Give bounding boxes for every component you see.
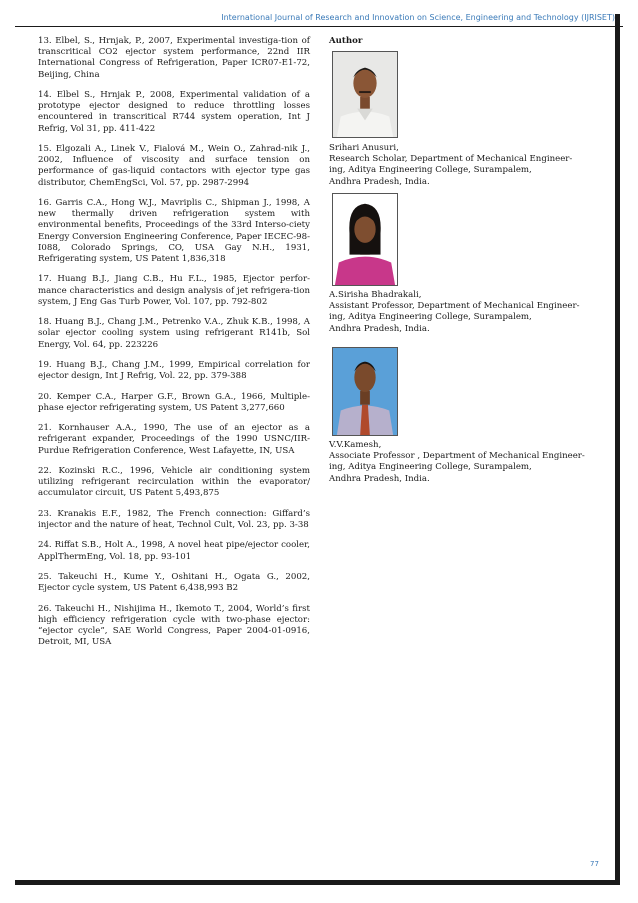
reference-item: 22. Kozinski R.C., 1996, Vehicle air conditioning system utilizing refrigerant recirculation within the evaporator/ accumulator circuit, US Patent 5,493,875 bbox=[38, 465, 310, 499]
reference-item: 23. Kranakis E.F., 1982, The French connection: Giffard’s injector and the nature of heat, Technol Cult, Vol. 23, pp. 3-38 bbox=[38, 508, 310, 530]
author-photo-1 bbox=[332, 51, 398, 138]
header-rule bbox=[15, 26, 623, 27]
reference-item: 13. Elbel, S., Hrnjak, P., 2007, Experimental investiga-tion of transcritical CO2 ejector system performance, 22nd IIR International Congress of Refrigeration, Paper ICR07-E1-72, Beijing, China bbox=[38, 36, 310, 80]
author-photo-2 bbox=[332, 193, 398, 286]
author-1 bbox=[329, 143, 607, 188]
reference-item: 17. Huang B.J., Jiang C.B., Hu F.L., 1985, Ejector perfor-mance characteristics and design analysis of jet refrigera-tion system, J Eng Gas Turb Power, Vol. 107, pp. 792-802 bbox=[38, 274, 310, 307]
reference-item: 14. Elbel S., Hrnjak P., 2008, Experimental validation of a prototype ejector designed to reduce throttling losses encountered in transcritical R744 system operation, Int J Refrig, Vol 31, pp. 411-422 bbox=[38, 90, 310, 134]
reference-item: 18. Huang B.J., Chang J.M., Petrenko V.A., Zhuk K.B., 1998, A solar ejector cooling system using refrigerant R141b, Sol Energy, Vol. 64, pp. 223226 bbox=[38, 317, 310, 350]
author-heading: Author bbox=[329, 36, 363, 46]
reference-item: 20. Kemper C.A., Harper G.F., Brown G.A., 1966, Multiple-phase ejector refrigerating system, US Patent 3,277,660 bbox=[38, 391, 310, 413]
journal-header: International Journal of Research and Innovation on Science, Engineering and Technology (IJRISET) bbox=[221, 13, 615, 22]
reference-item: 15. Elgozali A., Linek V., Fialová M., Wein O., Zahrad-nik J., 2002, Influence of viscosity and surface tension on performance of gas-liquid contactors with ejector type gas distributor, ChemEngSci, Vol. 57, pp. 2987-2994 bbox=[38, 144, 310, 188]
author-affiliation-line: Andhra Pradesh, India. bbox=[329, 323, 430, 334]
author-affiliation-line: Assistant Professor, Department of Mechanical Engineer- bbox=[329, 301, 580, 312]
author-name: Srihari Anusuri, bbox=[329, 143, 399, 153]
references-column bbox=[38, 36, 310, 658]
reference-item: 25. Takeuchi H., Kume Y., Oshitani H., Ogata G., 2002, Ejector cycle system, US Patent 6,438,993 B2 bbox=[38, 571, 310, 594]
author-name: V.V.Kamesh, bbox=[329, 440, 382, 450]
authors-column bbox=[329, 36, 607, 484]
author-affiliation-line: Andhra Pradesh, India. bbox=[329, 473, 430, 484]
author-affiliation-line: ing, Aditya Engineering College, Surampalem, bbox=[329, 462, 532, 473]
author-name: A.Sirisha Bhadrakali, bbox=[329, 290, 422, 300]
reference-item: 19. Huang B.J., Chang J.M., 1999, Empirical correlation for ejector design, Int J Refrig, Vol. 22, pp. 379-388 bbox=[38, 360, 310, 382]
author-3 bbox=[329, 440, 607, 485]
reference-item: 21. Kornhauser A.A., 1990, The use of an ejector as a refrigerant expander, Proceedings of the 1990 USNC/IIR-Purdue Refrigeration Conference, West Lafayette, IN, USA bbox=[38, 423, 310, 456]
reference-item: 26. Takeuchi H., Nishijima H., Ikemoto T., 2004, World’s first high efficiency refrigeration cycle with two-phase ejector: “ejector cycle”, SAE World Congress, Paper 2004-01-0916, Detroit, MI, USA bbox=[38, 603, 310, 648]
author-2 bbox=[329, 290, 607, 335]
author-photo-3 bbox=[332, 347, 398, 436]
author-affiliation-line: Associate Professor , Department of Mechanical Engineer- bbox=[329, 451, 585, 462]
author-affiliation-line: ing, Aditya Engineering College, Surampalem, bbox=[329, 312, 532, 323]
author-affiliation-line: Research Scholar, Department of Mechanical Engineer- bbox=[329, 154, 573, 165]
reference-item: 16. Garris C.A., Hong W.J., Mavriplis C., Shipman J., 1998, A new thermally driven refrigeration system with environmental benefits, Proceedings of the 33rd Interso-ciety Energy Conversion Engineering Conference, Paper IECEC-98-I088, Colorado Springs, CO, USA Gay N.H., 1931, Refrigerating system, US Patent 1,836,318 bbox=[38, 198, 310, 265]
reference-item: 24. Riffat S.B., Holt A., 1998, A novel heat pipe/ejector cooler, ApplThermEng, Vol. 18, pp. 93-101 bbox=[38, 540, 310, 562]
page-number: 77 bbox=[590, 860, 599, 868]
author-affiliation-line: Andhra Pradesh, India. bbox=[329, 176, 430, 187]
author-affiliation-line: ing, Aditya Engineering College, Surampalem, bbox=[329, 165, 532, 176]
